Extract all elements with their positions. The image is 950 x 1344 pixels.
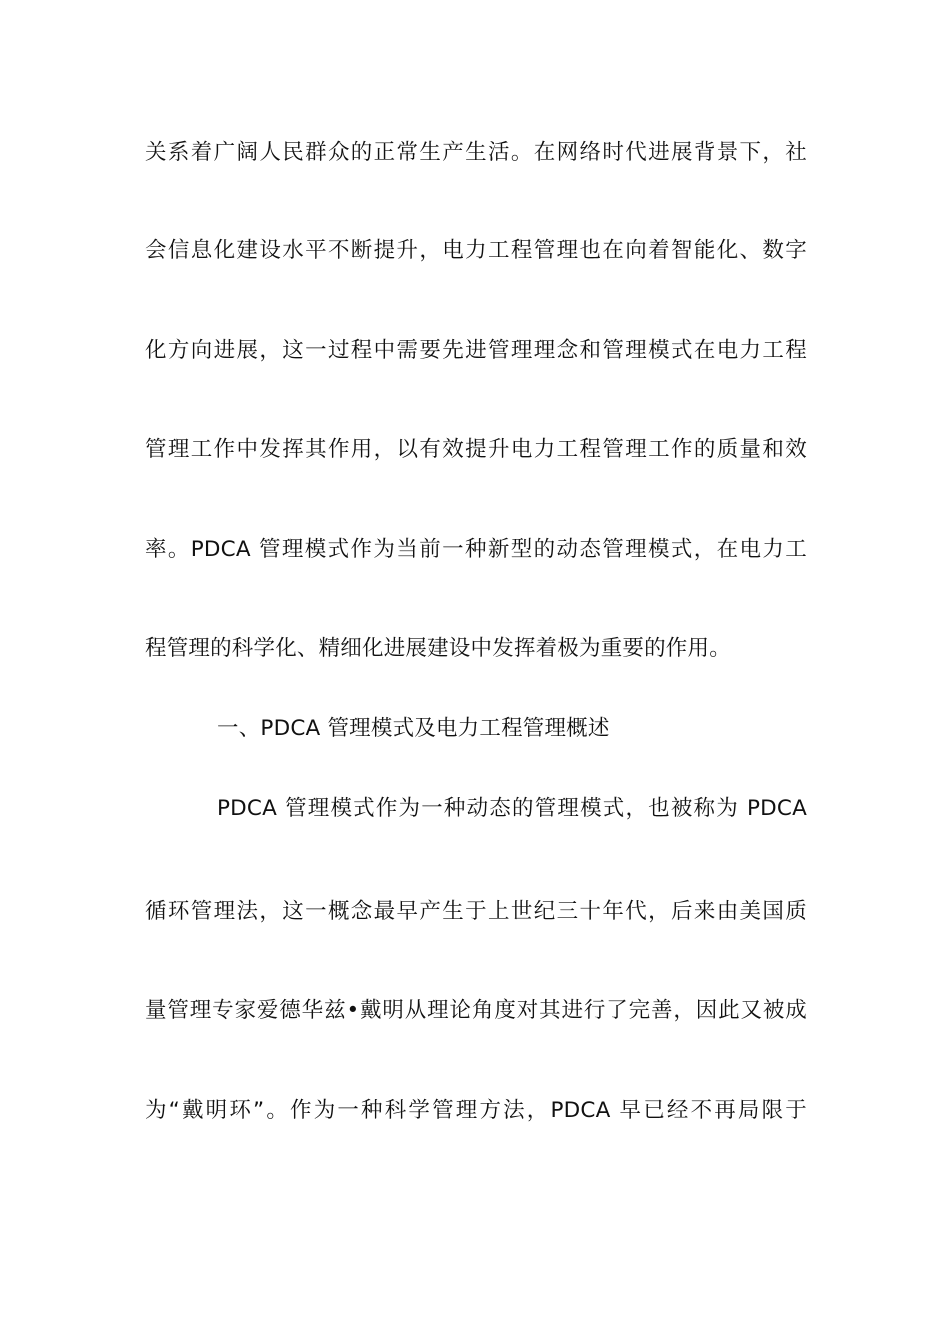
section-heading: 一、PDCA 管理模式及电力工程管理概述: [217, 716, 610, 741]
paragraph-line: 循环管理法，这一概念最早产生于上世纪三十年代，后来由美国质: [145, 899, 807, 924]
paragraph-line: 量管理专家爱德华兹•戴明从理论角度对其进行了完善，因此又被成: [145, 998, 807, 1023]
paragraph-line: 程管理的科学化、精细化进展建设中发挥着极为重要的作用。: [145, 636, 731, 661]
paragraph-line: 化方向进展，这一过程中需要先进管理理念和管理模式在电力工程: [145, 338, 807, 363]
paragraph-line: 管理工作中发挥其作用，以有效提升电力工程管理工作的质量和效: [145, 437, 807, 462]
paragraph-line: 关系着广阔人民群众的正常生产生活。在网络时代进展背景下，社: [145, 140, 807, 165]
paragraph-line: 率。PDCA 管理模式作为当前一种新型的动态管理模式，在电力工: [145, 537, 807, 562]
paragraph-line: 为“戴明环”。作为一种科学管理方法，PDCA 早已经不再局限于: [145, 1098, 807, 1123]
paragraph-line: 会信息化建设水平不断提升，电力工程管理也在向着智能化、数字: [145, 238, 807, 263]
paragraph-line: PDCA 管理模式作为一种动态的管理模式，也被称为 PDCA: [217, 796, 807, 821]
